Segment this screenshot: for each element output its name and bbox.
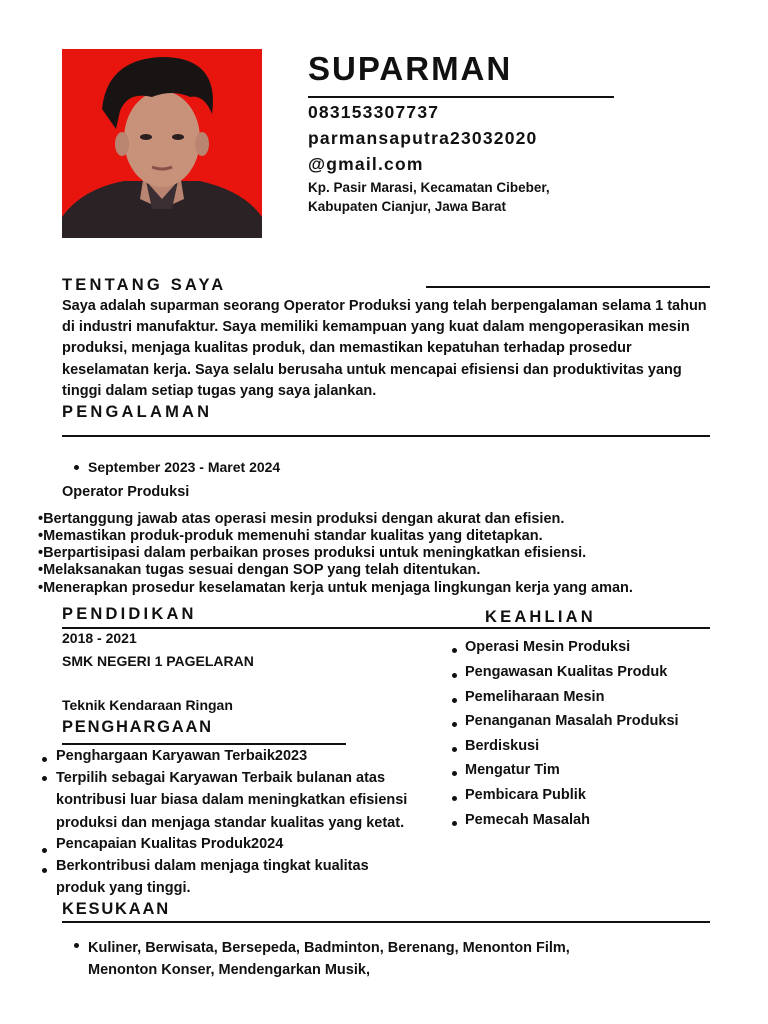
skill-item: Pemeliharaan Mesin <box>450 689 604 705</box>
about-divider <box>426 286 710 288</box>
skill-item: Pemecah Masalah <box>450 812 590 828</box>
bullet-icon <box>452 747 457 752</box>
about-heading: TENTANG SAYA <box>62 276 227 294</box>
hobbies-divider <box>62 921 710 923</box>
awards-heading: PENGHARGAAN <box>62 718 213 736</box>
bullet-icon <box>42 776 47 781</box>
skill-item: Berdiskusi <box>450 738 539 754</box>
address-line-2: Kabupaten Cianjur, Jawa Barat <box>308 199 507 214</box>
profile-photo <box>62 49 262 238</box>
award-item: Penghargaan Karyawan Terbaik2023 <box>40 745 450 767</box>
bullet-icon <box>452 771 457 776</box>
award-item: Terpilih sebagai Karyawan Terbaik bulanan atas kontribusi luar biasa dalam meningkatkan efisiensi produksi dan menjaga standar kualitas yang ketat. <box>40 767 450 834</box>
hobbies-line-1: Kuliner, Berwisata, Bersepeda, Badminton, Berenang, Menonton Film, <box>88 940 570 956</box>
hobbies-text <box>88 937 570 981</box>
bullet-icon <box>452 796 457 801</box>
education-years: 2018 - 2021 <box>62 630 137 646</box>
phone-number: 083153307737 <box>308 102 440 122</box>
bullet-icon <box>42 757 47 762</box>
bullet-icon <box>452 673 457 678</box>
experience-divider <box>62 435 710 437</box>
bullet-icon <box>452 648 457 653</box>
skill-item: Penanganan Masalah Produksi <box>450 713 679 729</box>
duty-item: •Berpartisipasi dalam perbaikan proses produksi untuk meningkatkan efisiensi. <box>38 545 587 561</box>
person-portrait-icon <box>62 49 262 238</box>
address <box>308 178 608 216</box>
education-heading: PENDIDIKAN <box>62 605 197 623</box>
hobbies-line-2: Menonton Konser, Mendengarkan Musik, <box>88 962 370 978</box>
skill-item: Pembicara Publik <box>450 787 586 803</box>
about-text: Saya adalah suparman seorang Operator Produksi yang telah berpengalaman selama 1 tahun di industri manufaktur. Saya memiliki kemampuan yang kuat dalam mengoperasikan mesin produksi, menjaga kualitas produk, dan memastikan kepatuhan terhadap prosedur keselamatan kerja. Saya selalu berusaha untuk mencapai efisiensi dan produktivitas yang tinggi dalam setiap tugas yang saya jalankan. <box>62 298 707 399</box>
address-line-1: Kp. Pasir Marasi, Kecamatan Cibeber, <box>308 180 550 195</box>
education-divider <box>62 627 710 629</box>
experience-role: Operator Produksi <box>62 484 190 500</box>
hobbies-heading: KESUKAAN <box>62 900 170 918</box>
skill-item: Operasi Mesin Produksi <box>450 639 630 655</box>
experience-period: September 2023 - Maret 2024 <box>88 459 281 475</box>
bullet-icon <box>74 943 79 948</box>
name-divider <box>308 96 614 98</box>
email-part-1: parmansaputra23032020 <box>308 128 538 148</box>
bullet-icon <box>452 722 457 727</box>
candidate-name: SUPARMAN <box>308 50 513 87</box>
duty-item: •Memastikan produk-produk memenuhi standar kualitas yang ditetapkan. <box>38 528 543 544</box>
bullet-icon <box>452 821 457 826</box>
skill-item: Pengawasan Kualitas Produk <box>450 664 667 680</box>
education-school: SMK NEGERI 1 PAGELARAN <box>62 653 254 669</box>
skills-heading: KEAHLIAN <box>485 608 596 626</box>
bullet-icon <box>452 698 457 703</box>
bullet-icon <box>42 868 47 873</box>
award-item: Berkontribusi dalam menjaga tingkat kualitas produk yang tinggi. <box>40 855 450 900</box>
duty-item: •Bertanggung jawab atas operasi mesin produksi dengan akurat dan efisien. <box>38 511 565 527</box>
award-item: Pencapaian Kualitas Produk2024 <box>40 833 450 855</box>
skill-item: Mengatur Tim <box>450 762 560 778</box>
email-part-2: @gmail.com <box>308 154 424 174</box>
experience-heading: PENGALAMAN <box>62 403 213 421</box>
bullet-icon <box>42 848 47 853</box>
duty-item: •Menerapkan prosedur keselamatan kerja untuk menjaga lingkungan kerja yang aman. <box>38 580 633 596</box>
education-major: Teknik Kendaraan Ringan <box>62 697 233 713</box>
bullet-icon <box>74 465 79 470</box>
duty-item: •Melaksanakan tugas sesuai dengan SOP yang telah ditentukan. <box>38 562 481 578</box>
